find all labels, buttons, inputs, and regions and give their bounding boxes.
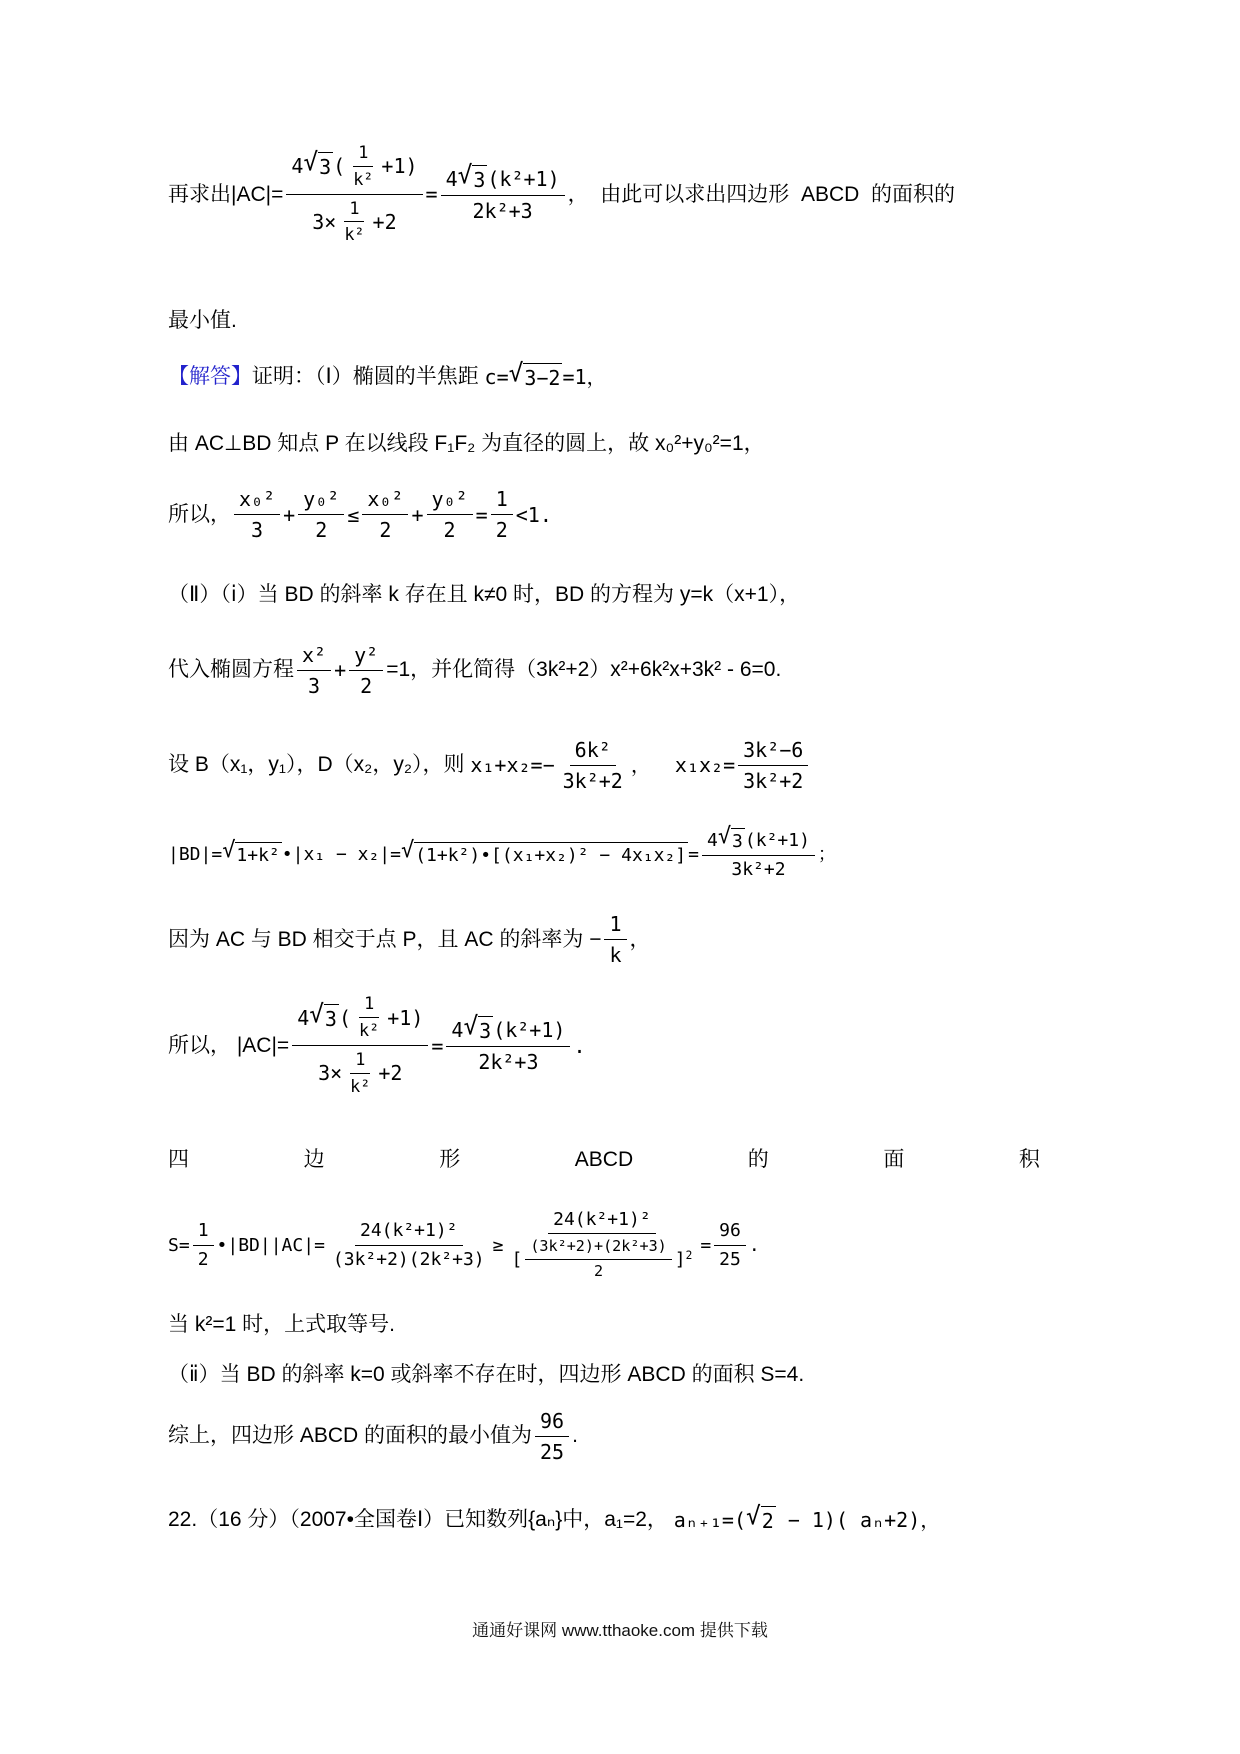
text-run: 所以， |AC|= bbox=[168, 1033, 290, 1057]
sqrt-3: √ 3 bbox=[303, 147, 332, 180]
right-bracket: ] bbox=[674, 1248, 686, 1270]
fraction-1-over-k2: $\frac{1}{\text{k²}}$ bbox=[353, 142, 374, 189]
text-run: 因为 AC 与 BD 相交于点 P，且 AC 的斜率为 − bbox=[168, 928, 602, 952]
formula-slope: $\frac{1}{k}$ bbox=[601, 910, 629, 969]
text-line-min-value: 最小值. bbox=[168, 309, 237, 333]
text-line-equality-case: 当 k²=1 时，上式取等号. bbox=[168, 1312, 395, 1336]
text-run: ， bbox=[629, 928, 651, 952]
radical-icon: √ bbox=[717, 823, 732, 849]
sqrt-discriminant: √ (1+k²)•[(x₁+x₂)² − 4x₁x₂] bbox=[400, 837, 687, 866]
formula-line-bd bbox=[168, 823, 1040, 883]
sqrt-3: √ 3 bbox=[463, 1011, 492, 1044]
text-line-problem-22 bbox=[168, 1500, 1040, 1534]
text-line-case-ii-i: （Ⅱ）（ⅰ）当 BD 的斜率 k 存在且 k≠0 时，BD 的方程为 y=k（x+1）， bbox=[168, 583, 801, 607]
text-run: 再求出|AC|= bbox=[168, 182, 284, 206]
sqrt-2: √ 2 bbox=[746, 1500, 774, 1533]
answer-tag: 【解答】 bbox=[168, 365, 252, 389]
formula-vieta: x₁+x₂=− $\frac{\text{6k²}}{\text{3k²+2}}$ ， x₁x₂= $\frac{\text{3k²−6}}{\text{3k²+2}}$ bbox=[470, 736, 811, 795]
left-bracket: [ bbox=[511, 1248, 523, 1270]
formula-ellipse: $\frac{\text{x²}}{3}$ + $\frac{\text{y²}}{2}$ bbox=[294, 641, 386, 700]
radical-icon: √ bbox=[463, 1011, 479, 1041]
formula-line-substitute bbox=[168, 641, 1040, 700]
formula-line-ac-result bbox=[168, 991, 1040, 1099]
formula-ac-big-2: 4 √ 3 ( $\frac{1}{\text{k²}}$ +1) 3× $\frac{1}{\text{k²}}$ +2 = 4 √ 3 (k²+1) 2k²+3 . bbox=[289, 991, 585, 1099]
text-run: . bbox=[572, 1424, 578, 1448]
radical-icon: √ bbox=[222, 837, 236, 863]
sqrt-3: √ 3 bbox=[457, 159, 486, 192]
radical-icon: √ bbox=[457, 159, 473, 189]
formula-ac-big: 4 √ 3 ( $\frac{1}{\text{k²}}$ +1) 3× $\frac{1}{\text{k²}}$ +2 = 4 √ 3 (k²+1) 2k²+3 bbox=[283, 140, 567, 248]
fraction-amgm: 24(k²+1)² [ $\frac{\text{(3k²+2)+(2k²+3)}}{2}$ ] 2 bbox=[511, 1209, 693, 1281]
radical-icon: √ bbox=[400, 837, 415, 863]
page-footer: 通通好课网 www.tthaoke.com 提供下载 bbox=[472, 1621, 768, 1640]
text-run: 综上，四边形 ABCD 的面积的最小值为 bbox=[168, 1424, 533, 1448]
fraction-ac-simplified: 4 √ 3 (k²+1) 2k²+3 bbox=[441, 164, 565, 225]
text-run: 22.（16 分）（2007•全国卷Ⅰ）已知数列{aₙ}中，a₁=2， bbox=[168, 1507, 674, 1531]
radical-icon: √ bbox=[746, 1500, 761, 1530]
fraction-ac-simplified: 4 √ 3 (k²+1) 2k²+3 bbox=[446, 1015, 570, 1076]
answer-line bbox=[168, 357, 1040, 391]
formula-recurrence: aₙ₊₁=( √ 2 − 1)( aₙ+2)， bbox=[673, 1500, 941, 1533]
text-line-case-ii-ii: （ⅱ）当 BD 的斜率 k=0 或斜率不存在时，四边形 ABCD 的面积 S=4. bbox=[168, 1363, 805, 1387]
radical-icon: √ bbox=[508, 357, 524, 387]
exponent: 2 bbox=[685, 1249, 693, 1263]
fraction-ac-big: 4 √ 3 ( $\frac{1}{\text{k²}}$ +1) 3× $\frac{1}{\text{k²}}$ +2 bbox=[286, 140, 422, 248]
text-run: 代入椭圆方程 bbox=[168, 658, 294, 682]
formula-line-vieta bbox=[168, 736, 1040, 795]
text-run: =1，并化简得（3k²+2）x²+6k²x+3k² - 6=0. bbox=[386, 658, 782, 682]
sqrt-3: √ 3 bbox=[309, 998, 337, 1031]
fraction-1-over-k2: $\frac{1}{\text{k²}}$ bbox=[350, 1049, 371, 1096]
radical-icon: √ bbox=[309, 998, 324, 1028]
formula-line-ac-derive bbox=[168, 140, 1040, 248]
formula-inequality: $\frac{\text{x₀²}}{3}$ + $\frac{\text{y₀²}}{2}$ ≤ $\frac{\text{x₀²}}{2}$ + $\frac{\text{y₀²}}{2}$ = $\frac{1}{2}$ <1. bbox=[231, 485, 552, 544]
formula-line-inequality bbox=[168, 485, 1040, 544]
text-run: ， 由此可以求出四边形 ABCD 的面积的 bbox=[567, 182, 955, 206]
formula-line-ac-slope bbox=[168, 910, 1040, 969]
fraction-1-over-k2: $\frac{1}{\text{k²}}$ bbox=[344, 197, 365, 245]
radical-icon: √ bbox=[303, 147, 319, 177]
text-run: 所以， bbox=[168, 503, 231, 527]
text-line-circle: 由 AC⊥BD 知点 P 在以线段 F₁F₂ 为直径的圆上，故 x₀²+y₀²=1， bbox=[168, 431, 765, 455]
sqrt-3-minus-2: √ 3−2 bbox=[508, 357, 561, 390]
leq-sign: ≤ bbox=[347, 502, 360, 527]
text-run: 证明：（Ⅰ）椭圆的半焦距 bbox=[252, 365, 485, 389]
fraction-bd-result: 4 √ 3 (k²+1) 3k²+2 bbox=[702, 827, 815, 883]
formula-bd: |BD|= √ 1+k² •|x₁ − x₂|= √ (1+k²)•[(x₁+x₂)² − 4x₁x₂] = 4 √ 3 (k²+1) 3k²+2 ； bbox=[168, 827, 836, 883]
formula-min-area: $\frac{96}{25}$ bbox=[532, 1407, 572, 1466]
text-run: 设 B（x₁，y₁），D（x₂，y₂），则 bbox=[168, 753, 471, 777]
formula-c: c= √ 3−2 =1， bbox=[484, 357, 607, 390]
lt-sign: <1. bbox=[515, 502, 552, 527]
page-content bbox=[168, 0, 1040, 1534]
sqrt-3: √ 3 bbox=[717, 823, 743, 852]
sqrt-1-plus-k2: √ 1+k² bbox=[222, 837, 280, 866]
text-line-area-justified: 四 边 形 ABCD 的 面 积 bbox=[168, 1147, 1040, 1171]
formula-line-area bbox=[168, 1207, 1040, 1284]
geq-sign: ≥ bbox=[492, 1234, 504, 1256]
formula-line-conclusion bbox=[168, 1407, 1040, 1466]
fraction-ac-big: 4 √ 3 ( $\frac{1}{\text{k²}}$ +1) 3× $\frac{1}{\text{k²}}$ +2 bbox=[292, 991, 428, 1099]
fraction-1-over-k2: $\frac{1}{\text{k²}}$ bbox=[359, 993, 380, 1041]
formula-area: S= $\frac{1}{2}$ •|BD||AC|= $\frac{\text{24(k²+1)²}}{\text{(3k²+2)(2k²+3)}}$ ≥ 24(k²+1)² [ $\frac{\text{(3k²+2)+(2k²+3)}}{2}$ ] 2 = $\frac{96}{25}$ . bbox=[168, 1207, 760, 1284]
